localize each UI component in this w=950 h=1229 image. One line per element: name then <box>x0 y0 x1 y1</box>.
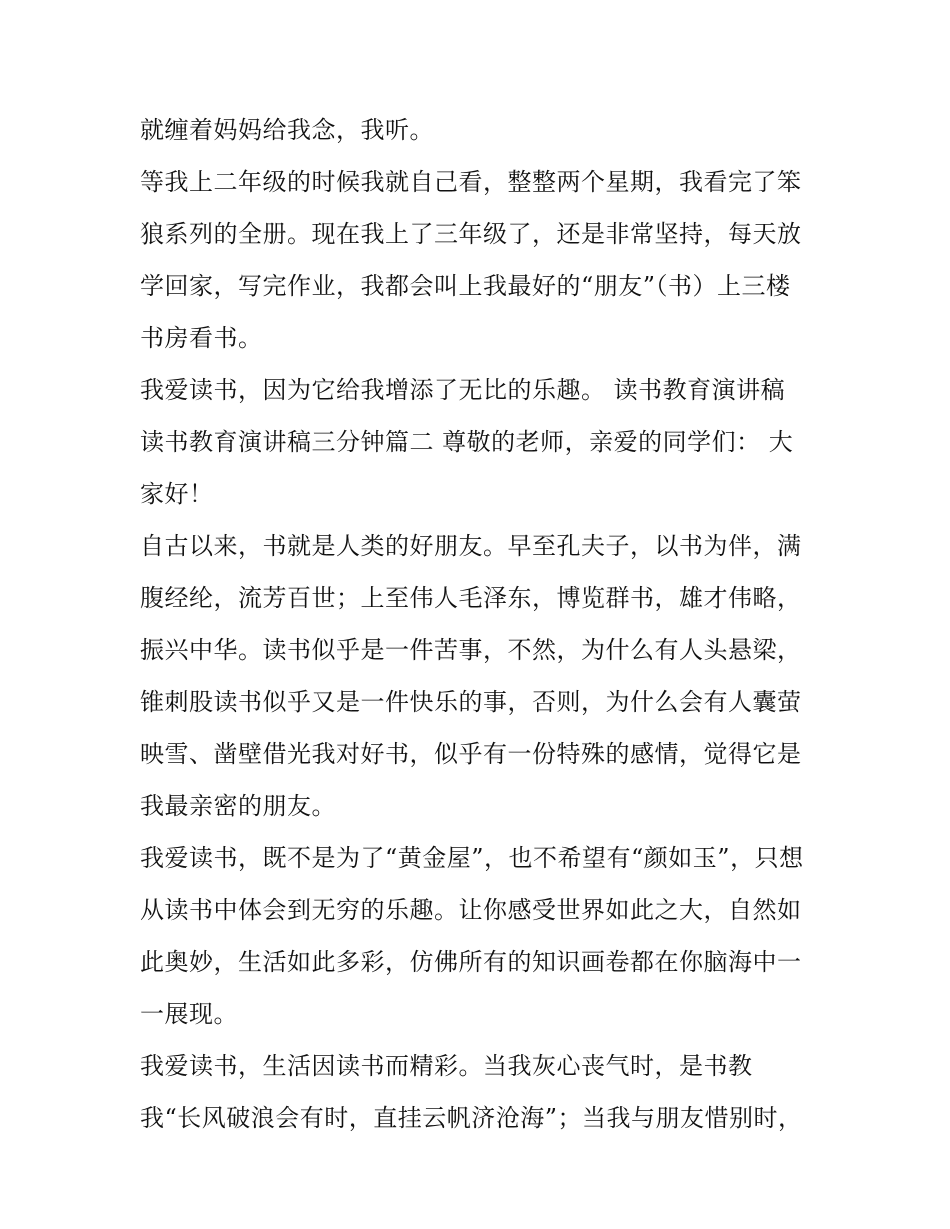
text-line-16: 从读书中体会到无穷的乐趣。让你感受世界如此之大，自然如 <box>140 896 802 924</box>
text-line-11: 振兴中华。读书似乎是一件苦事，不然，为什么有人头悬梁， <box>140 636 802 664</box>
text-line-15: 我爱读书，既不是为了“黄金屋”，也不希望有“颜如玉”，只想 <box>140 844 804 872</box>
text-line-8: 家好！ <box>140 480 214 508</box>
text-line-7: 读书教育演讲稿三分钟篇二 尊敬的老师，亲爱的同学们： 大 <box>140 428 794 456</box>
text-line-19: 我爱读书，生活因读书而精彩。当我灰心丧气时，是书教 <box>140 1052 753 1080</box>
text-line-14: 我最亲密的朋友。 <box>140 792 336 820</box>
text-line-17: 此奥妙，生活如此多彩，仿佛所有的知识画卷都在你脑海中一 <box>140 948 802 976</box>
text-line-5: 书房看书。 <box>140 324 263 352</box>
text-line-1: 就缠着妈妈给我念，我听。 <box>140 116 434 144</box>
text-line-4: 学回家，写完作业，我都会叫上我最好的“朋友”（书）上三楼 <box>140 272 791 300</box>
text-line-3: 狼系列的全册。现在我上了三年级了，还是非常坚持，每天放 <box>140 220 802 248</box>
document-body <box>140 104 815 1144</box>
text-line-12: 锥刺股读书似乎又是一件快乐的事，否则，为什么会有人囊萤 <box>140 688 802 716</box>
text-line-6: 我爱读书，因为它给我增添了无比的乐趣。 读书教育演讲稿 <box>140 376 786 404</box>
text-line-20: 我“长风破浪会有时，直挂云帆济沧海”；当我与朋友惜别时， <box>140 1104 803 1132</box>
text-line-10: 腹经纶，流芳百世；上至伟人毛泽东，博览群书，雄才伟略， <box>140 584 802 612</box>
text-line-2: 等我上二年级的时候我就自己看，整整两个星期，我看完了笨 <box>140 168 802 196</box>
text-line-9: 自古以来，书就是人类的好朋友。早至孔夫子，以书为伴，满 <box>140 532 802 560</box>
text-line-13: 映雪、凿壁借光我对好书，似乎有一份特殊的感情，觉得它是 <box>140 740 802 768</box>
text-line-18: 一展现。 <box>140 1000 238 1028</box>
